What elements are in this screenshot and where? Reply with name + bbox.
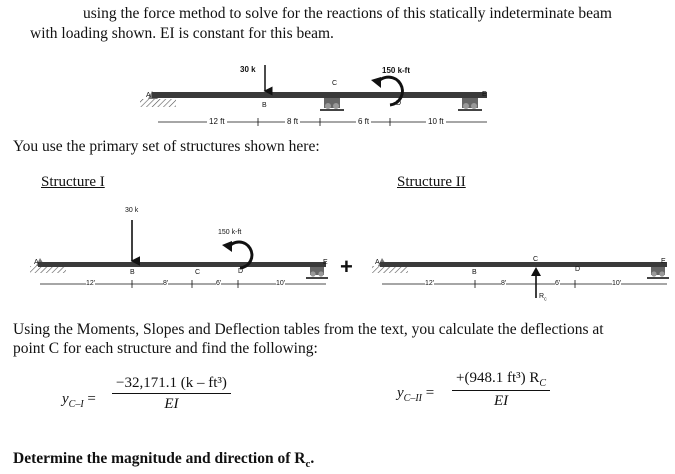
eq1-fraction xyxy=(112,375,231,413)
main-label-d: D xyxy=(396,100,402,107)
s1-roller-support-e xyxy=(306,267,328,278)
main-label-a: A xyxy=(146,92,151,99)
s2-dim-6: 6' xyxy=(555,280,561,287)
problem-line-2: with loading shown. EI is constant for this beam. xyxy=(30,25,334,42)
eq1-numerator: −32,171.1 (k – ft³) xyxy=(112,375,231,394)
main-moment-label: 150 k-ft xyxy=(382,66,411,75)
primary-structures-text: You use the primary set of structures shown here: xyxy=(13,138,320,155)
main-label-e: E xyxy=(482,91,487,98)
final-question: Determine the magnitude and direction of $R_c$. xyxy=(13,450,315,471)
s2-label-a: A xyxy=(375,259,380,266)
moment-arrowhead xyxy=(371,77,381,88)
structure-1-title: Structure I xyxy=(41,174,105,190)
main-dim-10ft: 10 ft xyxy=(428,117,444,126)
s1-dim-8: 8' xyxy=(163,280,169,287)
s2-fixed-support-a xyxy=(372,266,408,273)
structure-2-title: Structure II xyxy=(397,174,466,190)
structure-2-beam xyxy=(380,262,667,267)
main-dim-8ft: 8 ft xyxy=(287,117,299,126)
main-point-load-label: 30 k xyxy=(240,65,256,74)
s2-label-b: B xyxy=(472,269,477,276)
eq2-denominator: EI xyxy=(493,393,509,409)
eq2-lhs: $y_{C-II}$ = xyxy=(397,385,435,404)
eq2-numerator: +(948.1 ft³) $R_C$ xyxy=(452,370,550,391)
s1-label-a: A xyxy=(34,259,39,266)
eq1-lhs: $y_{C-I}$ = xyxy=(62,391,96,410)
structure-1-beam xyxy=(38,262,326,267)
s1-label-d: D xyxy=(238,268,244,275)
fixed-support-a xyxy=(140,99,176,107)
s2-label-c: C xyxy=(533,256,539,263)
main-beam xyxy=(152,92,487,98)
s1-label-e: E xyxy=(323,259,328,266)
main-label-b: B xyxy=(262,102,267,109)
s2-label-d: D xyxy=(575,266,581,273)
s2-reaction-label: $R_c$ xyxy=(539,293,547,303)
s2-dim-8: 8' xyxy=(501,280,507,287)
s2-dim-10: 10' xyxy=(612,280,622,287)
roller-support-e xyxy=(458,98,482,110)
moments-text-line-2: point C for each structure and find the following: xyxy=(13,340,318,357)
main-dim-12ft: 12 ft xyxy=(209,117,225,126)
structure-1-figure xyxy=(0,200,345,305)
s1-moment-label: 150 k-ft xyxy=(218,229,242,236)
main-beam-figure xyxy=(0,55,675,135)
structure-2-figure xyxy=(360,200,675,305)
s2-dim-12: 12' xyxy=(425,280,435,287)
s1-dim-10: 10' xyxy=(276,280,286,287)
s1-point-load-label: 30 k xyxy=(125,207,139,214)
s1-label-c: C xyxy=(195,269,201,276)
s1-fixed-support-a xyxy=(30,266,66,273)
s1-label-b: B xyxy=(130,269,135,276)
s2-roller-support-e xyxy=(647,267,669,278)
s2-label-e: E xyxy=(661,258,666,265)
roller-support-c xyxy=(320,98,344,110)
eq1-denominator: EI xyxy=(164,396,179,412)
main-dim-6ft: 6 ft xyxy=(358,117,370,126)
problem-line-1: using the force method to solve for the reactions of this statically indeterminate beam xyxy=(83,5,612,22)
moments-text-line-1: Using the Moments, Slopes and Deflection tables from the text, you calculate the deflections at xyxy=(13,321,604,338)
plus-sign: + xyxy=(340,254,353,279)
main-label-c: C xyxy=(332,80,338,87)
s1-dim-12: 12' xyxy=(86,280,96,287)
eq2-fraction xyxy=(452,370,550,410)
s1-dim-6: 6' xyxy=(216,280,222,287)
